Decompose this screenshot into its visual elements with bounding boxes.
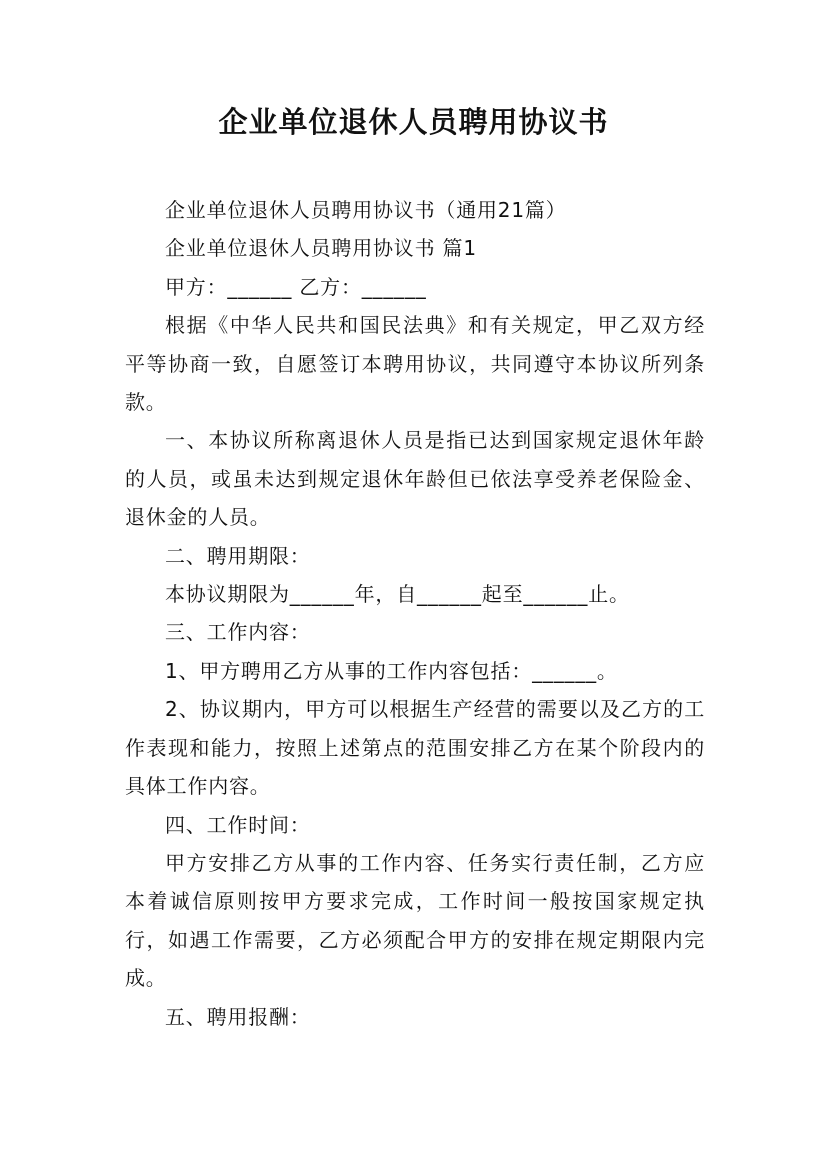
clause-1-paragraph: 一、本协议所称离退休人员是指已达到国家规定退休年龄的人员，或虽未达到规定退休年龄但已依法享受养老保险金、退休金的人员。	[125, 428, 705, 530]
preamble-paragraph: 根据《中华人民共和国民法典》和有关规定，甲乙双方经平等协商一致，自愿签订本聘用协议，共同遵守本协议所列条款。	[125, 313, 705, 415]
term-paragraph: 本协议期限为______年，自______起至______止。	[165, 582, 630, 607]
clause-3-heading: 三、工作内容：	[165, 620, 311, 645]
work-content-item-1: 1、甲方聘用乙方从事的工作内容包括：______。	[165, 658, 618, 683]
clause-2-heading: 二、聘用期限：	[165, 543, 311, 568]
document-title: 企业单位退休人员聘用协议书	[218, 105, 609, 139]
clause-4-heading: 四、工作时间：	[165, 812, 311, 837]
work-content-item-2: 2、协议期内，甲方可以根据生产经营的需要以及乙方的工作表现和能力，按照上述第点的范围安排乙方在某个阶段内的具体工作内容。	[125, 697, 705, 799]
parties-line: 甲方：______ 乙方：______	[165, 274, 427, 299]
clause-5-heading: 五、聘用报酬：	[165, 1004, 311, 1029]
section-heading: 企业单位退休人员聘用协议书 篇1	[165, 236, 477, 261]
work-time-paragraph: 甲方安排乙方从事的工作内容、任务实行责任制，乙方应本着诚信原则按甲方要求完成，工作时间一般按国家规定执行，如遇工作需要，乙方必须配合甲方的安排在规定期限内完成。	[125, 850, 705, 991]
subtitle-line: 企业单位退休人员聘用协议书（通用21篇）	[165, 198, 567, 222]
document-body	[125, 191, 705, 1036]
